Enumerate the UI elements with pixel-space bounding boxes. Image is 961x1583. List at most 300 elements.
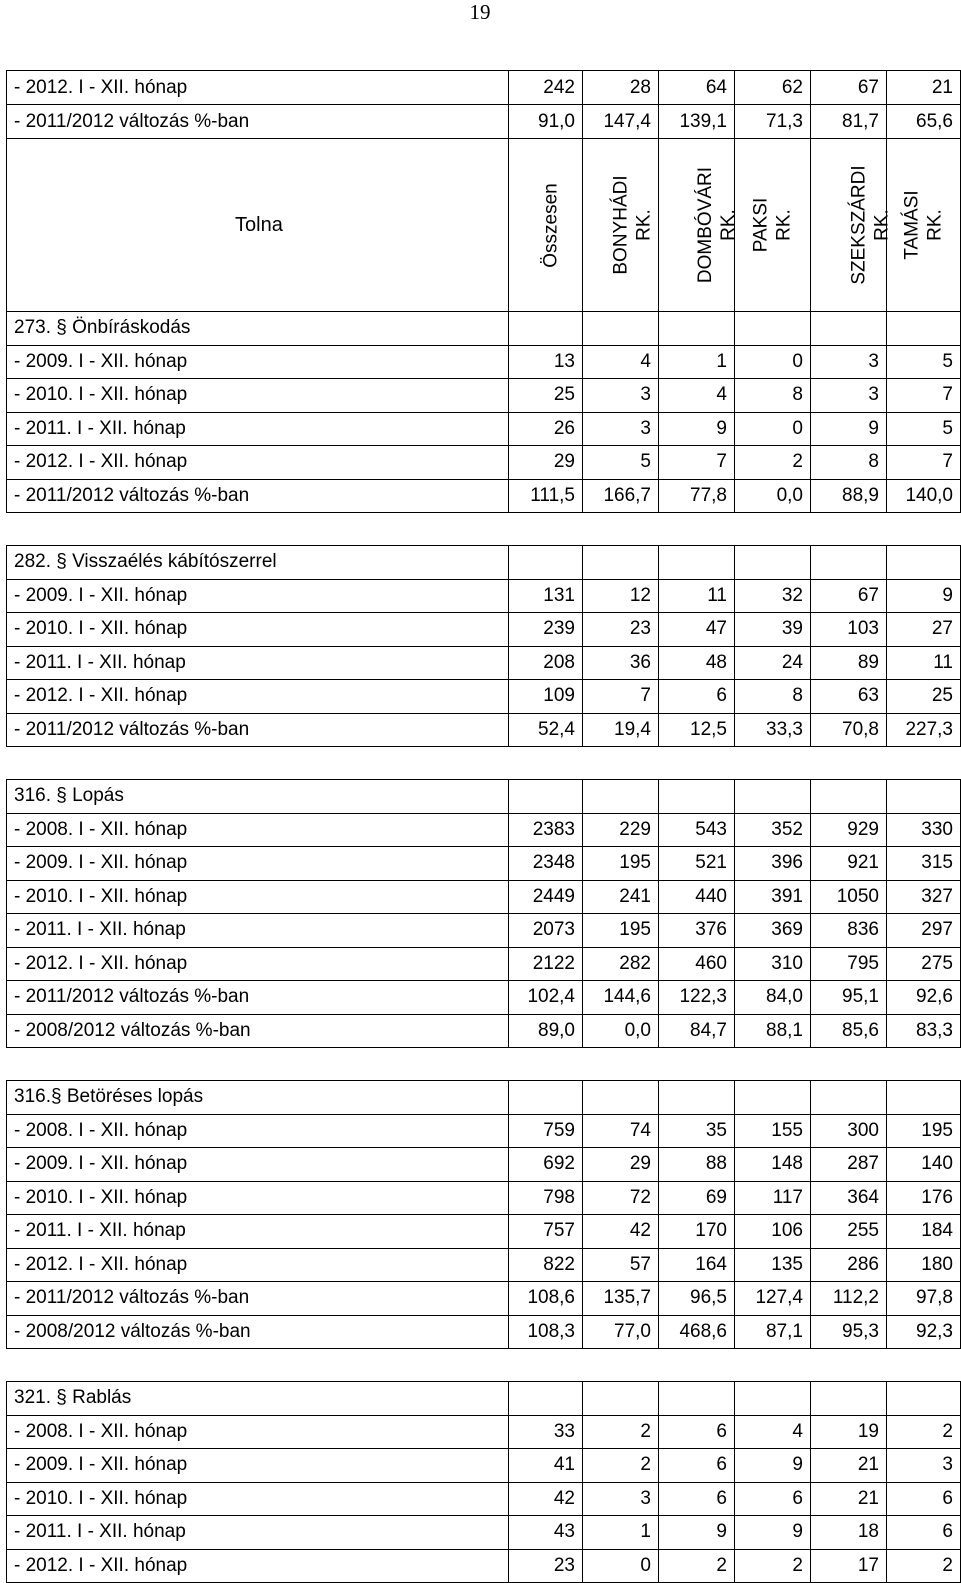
cell-value: 77,0 — [583, 1315, 659, 1349]
table-row — [7, 680, 961, 714]
cell-value: 29 — [583, 1148, 659, 1182]
empty-cell — [509, 780, 583, 814]
cell-value: 19 — [811, 1415, 887, 1449]
empty-cell — [811, 1382, 887, 1416]
empty-cell — [509, 1081, 583, 1115]
section-title-row — [7, 546, 961, 580]
column-header-label: BONYHÁDI RK. — [610, 175, 655, 275]
cell-value: 184 — [887, 1215, 961, 1249]
cell-value: 757 — [509, 1215, 583, 1249]
cell-value: 29 — [509, 446, 583, 480]
row-label: - 2008. I - XII. hónap — [7, 1114, 509, 1148]
cell-value: 21 — [811, 1449, 887, 1483]
row-label: - 2011/2012 változás %-ban — [7, 981, 509, 1015]
cell-value: 310 — [735, 947, 811, 981]
row-label: - 2010. I - XII. hónap — [7, 613, 509, 647]
cell-value: 3 — [887, 1449, 961, 1483]
cell-value: 109 — [509, 680, 583, 714]
table-row — [7, 914, 961, 948]
cell-value: 164 — [659, 1248, 735, 1282]
cell-value: 91,0 — [509, 105, 583, 139]
row-label: - 2008/2012 változás %-ban — [7, 1315, 509, 1349]
empty-cell — [659, 780, 735, 814]
cell-value: 798 — [509, 1181, 583, 1215]
table-row — [7, 813, 961, 847]
cell-value: 140,0 — [887, 479, 961, 513]
cell-value: 9 — [659, 412, 735, 446]
cell-value: 369 — [735, 914, 811, 948]
row-label: - 2010. I - XII. hónap — [7, 1181, 509, 1215]
table-row — [7, 1315, 961, 1349]
cell-value: 35 — [659, 1114, 735, 1148]
cell-value: 28 — [583, 71, 659, 105]
cell-value: 0,0 — [735, 479, 811, 513]
cell-value: 921 — [811, 847, 887, 881]
empty-cell — [811, 780, 887, 814]
cell-value: 127,4 — [735, 1282, 811, 1316]
row-label: - 2012. I - XII. hónap — [7, 680, 509, 714]
cell-value: 26 — [509, 412, 583, 446]
empty-cell — [659, 546, 735, 580]
table-row — [7, 412, 961, 446]
cell-value: 195 — [583, 914, 659, 948]
row-label: - 2009. I - XII. hónap — [7, 1449, 509, 1483]
cell-value: 2073 — [509, 914, 583, 948]
cell-value: 41 — [509, 1449, 583, 1483]
cell-value: 140 — [887, 1148, 961, 1182]
cell-value: 106 — [735, 1215, 811, 1249]
row-label: - 2011/2012 változás %-ban — [7, 105, 509, 139]
cell-value: 147,4 — [583, 105, 659, 139]
cell-value: 103 — [811, 613, 887, 647]
cell-value: 929 — [811, 813, 887, 847]
cell-value: 2 — [735, 446, 811, 480]
cell-value: 8 — [735, 379, 811, 413]
cell-value: 0,0 — [583, 1014, 659, 1048]
cell-value: 1050 — [811, 880, 887, 914]
section-title: 282. § Visszaélés kábítószerrel — [7, 546, 509, 580]
cell-value: 6 — [659, 1415, 735, 1449]
cell-value: 7 — [887, 379, 961, 413]
cell-value: 87,1 — [735, 1315, 811, 1349]
cell-value: 108,6 — [509, 1282, 583, 1316]
cell-value: 1 — [659, 345, 735, 379]
cell-value: 6 — [659, 680, 735, 714]
cell-value: 3 — [583, 1482, 659, 1516]
cell-value: 88 — [659, 1148, 735, 1182]
cell-value: 11 — [659, 579, 735, 613]
table-row — [7, 1215, 961, 1249]
row-label: - 2009. I - XII. hónap — [7, 1148, 509, 1182]
row-label: - 2011/2012 változás %-ban — [7, 479, 509, 513]
row-label: - 2009. I - XII. hónap — [7, 345, 509, 379]
cell-value: 287 — [811, 1148, 887, 1182]
column-header-label: PAKSI RK. — [750, 197, 795, 253]
table-row — [7, 446, 961, 480]
table-row — [7, 613, 961, 647]
cell-value: 286 — [811, 1248, 887, 1282]
cell-value: 97,8 — [887, 1282, 961, 1316]
cell-value: 2122 — [509, 947, 583, 981]
table-row — [7, 105, 961, 139]
row-label: - 2012. I - XII. hónap — [7, 446, 509, 480]
cell-value: 108,3 — [509, 1315, 583, 1349]
cell-value: 70,8 — [811, 713, 887, 747]
cell-value: 148 — [735, 1148, 811, 1182]
cell-value: 52,4 — [509, 713, 583, 747]
table-row — [7, 1482, 961, 1516]
table-body — [7, 71, 961, 1583]
cell-value: 112,2 — [811, 1282, 887, 1316]
cell-value: 241 — [583, 880, 659, 914]
cell-value: 195 — [583, 847, 659, 881]
cell-value: 47 — [659, 613, 735, 647]
empty-cell — [735, 780, 811, 814]
cell-value: 275 — [887, 947, 961, 981]
column-header — [659, 139, 740, 312]
cell-value: 42 — [509, 1482, 583, 1516]
table-row — [7, 379, 961, 413]
cell-value: 2348 — [509, 847, 583, 881]
column-header-label: DOMBÓVÁRI RK. — [695, 166, 740, 284]
empty-cell — [583, 546, 659, 580]
empty-cell — [509, 1382, 583, 1416]
column-header — [811, 139, 893, 312]
empty-cell — [887, 546, 961, 580]
cell-value: 4 — [659, 379, 735, 413]
table-row — [7, 1449, 961, 1483]
cell-value: 3 — [811, 345, 887, 379]
cell-value: 111,5 — [509, 479, 583, 513]
column-header-row — [7, 139, 961, 312]
empty-cell — [583, 312, 659, 346]
row-label: - 2009. I - XII. hónap — [7, 579, 509, 613]
cell-value: 64 — [659, 71, 735, 105]
cell-value: 83,3 — [887, 1014, 961, 1048]
table-row — [7, 71, 961, 105]
cell-value: 440 — [659, 880, 735, 914]
empty-cell — [659, 312, 735, 346]
row-label: - 2012. I - XII. hónap — [7, 1248, 509, 1282]
table-row — [7, 345, 961, 379]
cell-value: 6 — [887, 1516, 961, 1550]
column-header — [583, 139, 659, 312]
cell-value: 84,7 — [659, 1014, 735, 1048]
cell-value: 12 — [583, 579, 659, 613]
cell-value: 521 — [659, 847, 735, 881]
cell-value: 4 — [735, 1415, 811, 1449]
row-label: - 2011/2012 változás %-ban — [7, 713, 509, 747]
cell-value: 95,3 — [811, 1315, 887, 1349]
cell-value: 282 — [583, 947, 659, 981]
column-header-label: SZEKSZÁRDI RK. — [848, 165, 893, 285]
cell-value: 12,5 — [659, 713, 735, 747]
empty-cell — [583, 780, 659, 814]
row-label: - 2012. I - XII. hónap — [7, 947, 509, 981]
cell-value: 43 — [509, 1516, 583, 1550]
column-header-label: Összesen — [540, 182, 562, 268]
cell-value: 25 — [887, 680, 961, 714]
row-label: - 2008/2012 változás %-ban — [7, 1014, 509, 1048]
empty-cell — [509, 312, 583, 346]
empty-cell — [735, 1382, 811, 1416]
cell-value: 27 — [887, 613, 961, 647]
cell-value: 297 — [887, 914, 961, 948]
cell-value: 18 — [811, 1516, 887, 1550]
cell-value: 9 — [811, 412, 887, 446]
table-row — [7, 579, 961, 613]
column-header-label: TAMÁSI RK. — [901, 190, 946, 260]
cell-value: 327 — [887, 880, 961, 914]
row-label: - 2008. I - XII. hónap — [7, 1415, 509, 1449]
section-title-row — [7, 780, 961, 814]
empty-cell — [811, 312, 887, 346]
row-label: - 2011. I - XII. hónap — [7, 412, 509, 446]
cell-value: 170 — [659, 1215, 735, 1249]
empty-cell — [887, 1081, 961, 1115]
cell-value: 330 — [887, 813, 961, 847]
cell-value: 32 — [735, 579, 811, 613]
table-row — [7, 981, 961, 1015]
empty-cell — [659, 1081, 735, 1115]
cell-value: 6 — [659, 1482, 735, 1516]
cell-value: 2449 — [509, 880, 583, 914]
empty-cell — [509, 546, 583, 580]
cell-value: 2 — [659, 1549, 735, 1583]
section-title: 321. § Rablás — [7, 1382, 509, 1416]
cell-value: 208 — [509, 646, 583, 680]
cell-value: 21 — [887, 71, 961, 105]
table-row — [7, 880, 961, 914]
section-title: 316. § Lopás — [7, 780, 509, 814]
section-spacer — [7, 513, 961, 546]
cell-value: 135 — [735, 1248, 811, 1282]
cell-value: 5 — [887, 412, 961, 446]
row-label: - 2012. I - XII. hónap — [7, 71, 509, 105]
cell-value: 144,6 — [583, 981, 659, 1015]
cell-value: 836 — [811, 914, 887, 948]
section-title: 316.§ Betöréses lopás — [7, 1081, 509, 1115]
row-label: - 2011. I - XII. hónap — [7, 1215, 509, 1249]
cell-value: 23 — [583, 613, 659, 647]
cell-value: 2 — [583, 1449, 659, 1483]
cell-value: 242 — [509, 71, 583, 105]
cell-value: 92,6 — [887, 981, 961, 1015]
cell-value: 0 — [735, 412, 811, 446]
row-label: - 2010. I - XII. hónap — [7, 1482, 509, 1516]
table-row — [7, 1148, 961, 1182]
empty-cell — [735, 546, 811, 580]
table-row — [7, 947, 961, 981]
cell-value: 89,0 — [509, 1014, 583, 1048]
cell-value: 795 — [811, 947, 887, 981]
section-spacer — [7, 1349, 961, 1382]
cell-value: 460 — [659, 947, 735, 981]
region-title: Tolna — [7, 139, 509, 312]
cell-value: 2 — [887, 1549, 961, 1583]
section-title-row — [7, 312, 961, 346]
cell-value: 33 — [509, 1415, 583, 1449]
cell-value: 1 — [583, 1516, 659, 1550]
section-title-row — [7, 1382, 961, 1416]
cell-value: 692 — [509, 1148, 583, 1182]
cell-value: 23 — [509, 1549, 583, 1583]
statistics-table — [6, 70, 961, 1583]
table-row — [7, 1114, 961, 1148]
cell-value: 2 — [583, 1415, 659, 1449]
cell-value: 89 — [811, 646, 887, 680]
column-header — [735, 139, 811, 312]
cell-value: 7 — [583, 680, 659, 714]
cell-value: 81,7 — [811, 105, 887, 139]
cell-value: 36 — [583, 646, 659, 680]
empty-cell — [735, 1081, 811, 1115]
cell-value: 95,1 — [811, 981, 887, 1015]
cell-value: 229 — [583, 813, 659, 847]
cell-value: 102,4 — [509, 981, 583, 1015]
column-header — [887, 139, 961, 312]
cell-value: 4 — [583, 345, 659, 379]
cell-value: 17 — [811, 1549, 887, 1583]
column-header — [509, 139, 583, 312]
row-label: - 2011. I - XII. hónap — [7, 646, 509, 680]
table-row — [7, 713, 961, 747]
row-label: - 2008. I - XII. hónap — [7, 813, 509, 847]
cell-value: 42 — [583, 1215, 659, 1249]
cell-value: 88,1 — [735, 1014, 811, 1048]
cell-value: 131 — [509, 579, 583, 613]
cell-value: 364 — [811, 1181, 887, 1215]
cell-value: 24 — [735, 646, 811, 680]
row-label: - 2010. I - XII. hónap — [7, 379, 509, 413]
cell-value: 3 — [583, 412, 659, 446]
cell-value: 11 — [887, 646, 961, 680]
cell-value: 255 — [811, 1215, 887, 1249]
cell-value: 13 — [509, 345, 583, 379]
cell-value: 9 — [735, 1516, 811, 1550]
empty-cell — [659, 1382, 735, 1416]
section-title-row — [7, 1081, 961, 1115]
row-label: - 2011. I - XII. hónap — [7, 1516, 509, 1550]
cell-value: 9 — [887, 579, 961, 613]
cell-value: 9 — [659, 1516, 735, 1550]
table-row — [7, 1549, 961, 1583]
cell-value: 8 — [735, 680, 811, 714]
table-row — [7, 1282, 961, 1316]
cell-value: 63 — [811, 680, 887, 714]
cell-value: 352 — [735, 813, 811, 847]
cell-value: 74 — [583, 1114, 659, 1148]
cell-value: 227,3 — [887, 713, 961, 747]
cell-value: 468,6 — [659, 1315, 735, 1349]
cell-value: 92,3 — [887, 1315, 961, 1349]
cell-value: 6 — [659, 1449, 735, 1483]
cell-value: 5 — [583, 446, 659, 480]
page-number: 19 — [469, 0, 491, 24]
cell-value: 135,7 — [583, 1282, 659, 1316]
cell-value: 39 — [735, 613, 811, 647]
cell-value: 155 — [735, 1114, 811, 1148]
cell-value: 9 — [735, 1449, 811, 1483]
cell-value: 72 — [583, 1181, 659, 1215]
cell-value: 25 — [509, 379, 583, 413]
cell-value: 543 — [659, 813, 735, 847]
empty-cell — [583, 1382, 659, 1416]
cell-value: 67 — [811, 579, 887, 613]
cell-value: 3 — [811, 379, 887, 413]
cell-value: 88,9 — [811, 479, 887, 513]
empty-cell — [811, 1081, 887, 1115]
cell-value: 77,8 — [659, 479, 735, 513]
cell-value: 6 — [735, 1482, 811, 1516]
cell-value: 315 — [887, 847, 961, 881]
cell-value: 69 — [659, 1181, 735, 1215]
empty-cell — [887, 312, 961, 346]
cell-value: 8 — [811, 446, 887, 480]
cell-value: 67 — [811, 71, 887, 105]
cell-value: 0 — [583, 1549, 659, 1583]
cell-value: 65,6 — [887, 105, 961, 139]
table-row — [7, 1516, 961, 1550]
table-row — [7, 479, 961, 513]
row-label: - 2012. I - XII. hónap — [7, 1549, 509, 1583]
cell-value: 62 — [735, 71, 811, 105]
cell-value: 300 — [811, 1114, 887, 1148]
cell-value: 391 — [735, 880, 811, 914]
cell-value: 759 — [509, 1114, 583, 1148]
table-row — [7, 847, 961, 881]
section-spacer — [7, 1048, 961, 1081]
cell-value: 5 — [887, 345, 961, 379]
cell-value: 176 — [887, 1181, 961, 1215]
cell-value: 0 — [735, 345, 811, 379]
empty-cell — [583, 1081, 659, 1115]
row-label: - 2011/2012 változás %-ban — [7, 1282, 509, 1316]
cell-value: 84,0 — [735, 981, 811, 1015]
table-row — [7, 1415, 961, 1449]
cell-value: 2383 — [509, 813, 583, 847]
cell-value: 71,3 — [735, 105, 811, 139]
cell-value: 21 — [811, 1482, 887, 1516]
cell-value: 57 — [583, 1248, 659, 1282]
cell-value: 2 — [887, 1415, 961, 1449]
cell-value: 180 — [887, 1248, 961, 1282]
empty-cell — [887, 1382, 961, 1416]
empty-cell — [735, 312, 811, 346]
cell-value: 2 — [735, 1549, 811, 1583]
cell-value: 6 — [887, 1482, 961, 1516]
cell-value: 376 — [659, 914, 735, 948]
cell-value: 7 — [887, 446, 961, 480]
cell-value: 166,7 — [583, 479, 659, 513]
empty-cell — [887, 780, 961, 814]
cell-value: 96,5 — [659, 1282, 735, 1316]
row-label: - 2009. I - XII. hónap — [7, 847, 509, 881]
cell-value: 85,6 — [811, 1014, 887, 1048]
cell-value: 48 — [659, 646, 735, 680]
cell-value: 396 — [735, 847, 811, 881]
cell-value: 33,3 — [735, 713, 811, 747]
section-spacer — [7, 747, 961, 780]
cell-value: 19,4 — [583, 713, 659, 747]
table-row — [7, 646, 961, 680]
section-title: 273. § Önbíráskodás — [7, 312, 509, 346]
cell-value: 117 — [735, 1181, 811, 1215]
row-label: - 2010. I - XII. hónap — [7, 880, 509, 914]
cell-value: 122,3 — [659, 981, 735, 1015]
table-row — [7, 1248, 961, 1282]
cell-value: 7 — [659, 446, 735, 480]
